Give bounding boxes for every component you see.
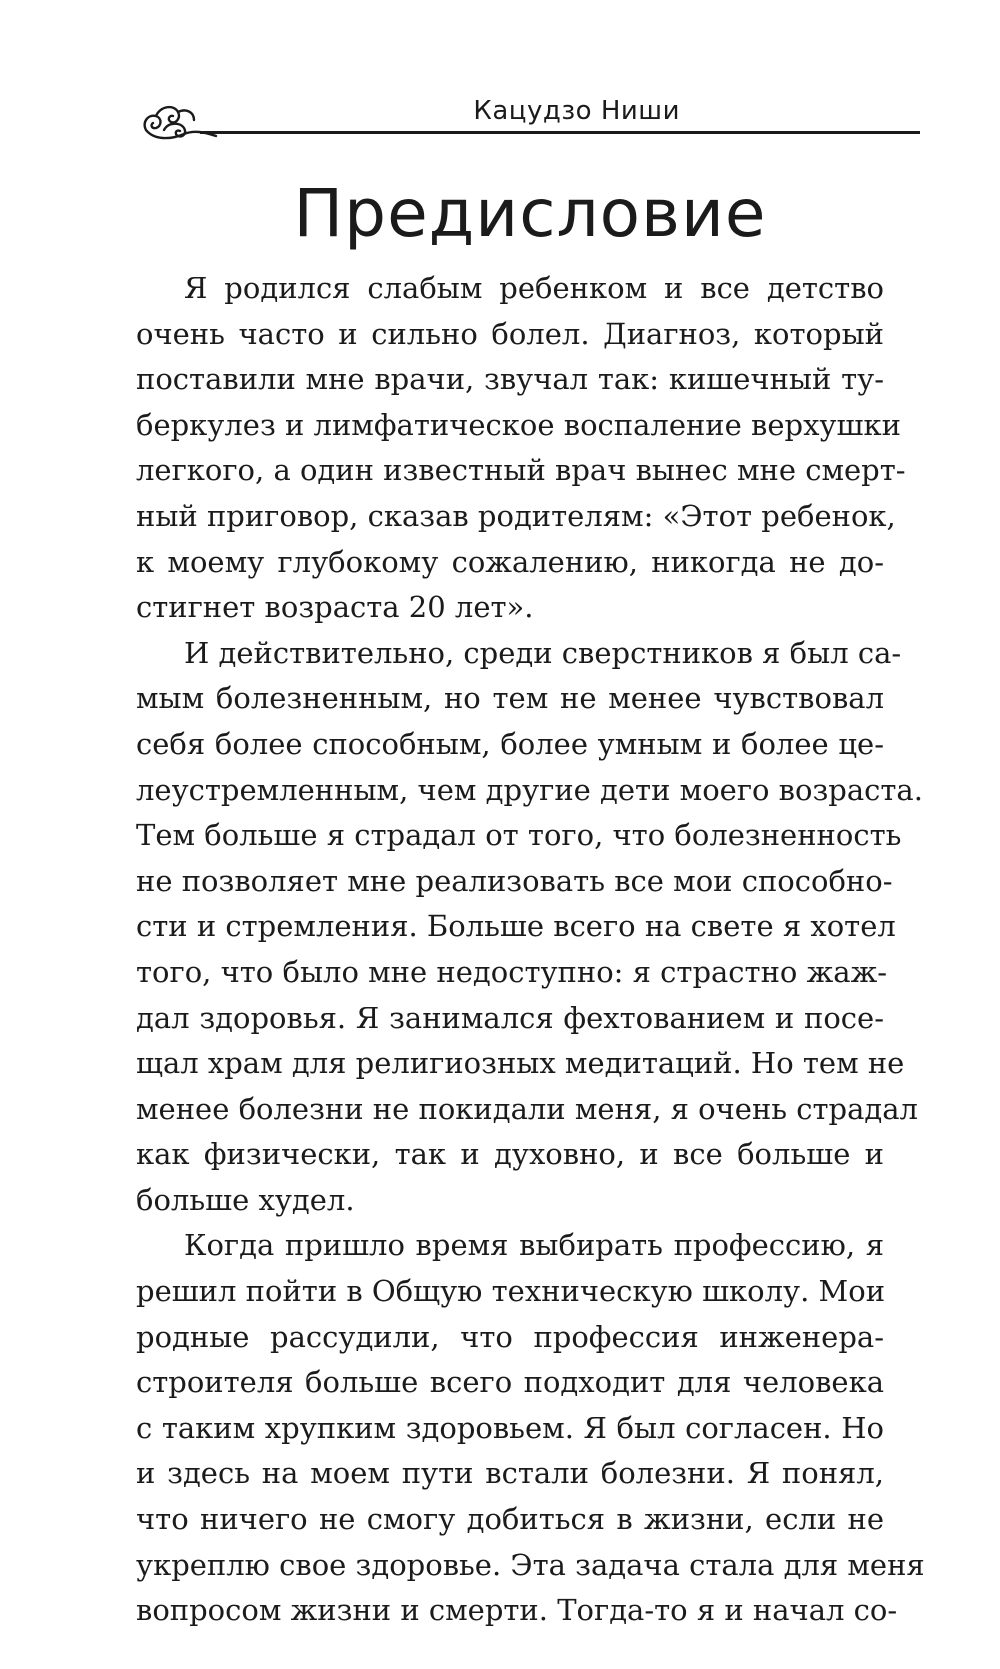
- text-line: щал храм для религиозных медитаций. Но тем не: [136, 1046, 905, 1081]
- body-text: [136, 266, 925, 1634]
- text-line: беркулез и лимфатическое воспаление верхушки: [136, 407, 901, 442]
- text-line: себя более способным, более умным и более це-: [136, 726, 884, 761]
- text-line: с таким хрупким здоровьем. Я был согласен. Но: [136, 1410, 884, 1445]
- text-line: родные рассудили, что профессия инженера-: [136, 1319, 884, 1354]
- text-line: Тем больше я страдал от того, что болезненность: [136, 818, 902, 853]
- paragraph-1: [136, 266, 906, 631]
- text-line: что ничего не смогу добиться в жизни, если не: [136, 1502, 884, 1537]
- text-line: к моему глубокому сожалению, никогда не до-: [136, 544, 884, 579]
- text-line: стигнет возраста 20 лет».: [136, 590, 534, 625]
- header-rule: [200, 131, 920, 134]
- ornament-scroll-icon: [140, 100, 220, 144]
- text-line: менее болезни не покидали меня, я очень страдал: [136, 1091, 918, 1126]
- text-line: очень часто и сильно болел. Диагноз, который: [136, 316, 884, 351]
- chapter-title: Предисловие: [293, 175, 767, 252]
- text-line: мым болезненным, но тем не менее чувствовал: [136, 681, 884, 716]
- paragraph-2: [136, 631, 923, 1224]
- text-line: больше худел.: [136, 1182, 355, 1217]
- text-line: сти и стремления. Больше всего на свете я хотел: [136, 909, 896, 944]
- text-line: дал здоровья. Я занимался фехтованием и посе-: [136, 1000, 884, 1035]
- paragraph-3: [136, 1223, 925, 1633]
- text-line: решил пойти в Общую техническую школу. Мои: [136, 1274, 886, 1309]
- text-line: Когда пришло время выбирать профессию, я: [184, 1228, 884, 1263]
- text-line: укреплю свое здоровье. Эта задача стала для меня: [136, 1547, 925, 1582]
- text-line: легкого, а один известный врач вынес мне смерт-: [136, 453, 906, 488]
- text-line: Я родился слабым ребенком и все детство: [184, 271, 884, 305]
- text-line: строителя больше всего подходит для человека: [136, 1365, 884, 1400]
- running-title: Кацудзо Ниши: [473, 96, 680, 126]
- text-line: как физически, так и духовно, и все больше и: [136, 1137, 884, 1172]
- text-line: И действительно, среди сверстников я был са-: [184, 635, 902, 670]
- running-header: [140, 90, 920, 150]
- text-line: того, что было мне недоступно: я страстно жаж-: [136, 954, 888, 989]
- text-line: леустремленным, чем другие дети моего возраста.: [136, 772, 923, 807]
- text-line: поставили мне врачи, звучал так: кишечный ту-: [136, 362, 884, 397]
- text-line: и здесь на моем пути встали болезни. Я понял,: [136, 1456, 884, 1491]
- text-line: не позволяет мне реализовать все мои способно-: [136, 863, 893, 898]
- text-line: ный приговор, сказав родителям: «Этот ребенок,: [136, 498, 896, 533]
- text-line: вопросом жизни и смерти. Тогда-то я и начал со-: [136, 1593, 898, 1628]
